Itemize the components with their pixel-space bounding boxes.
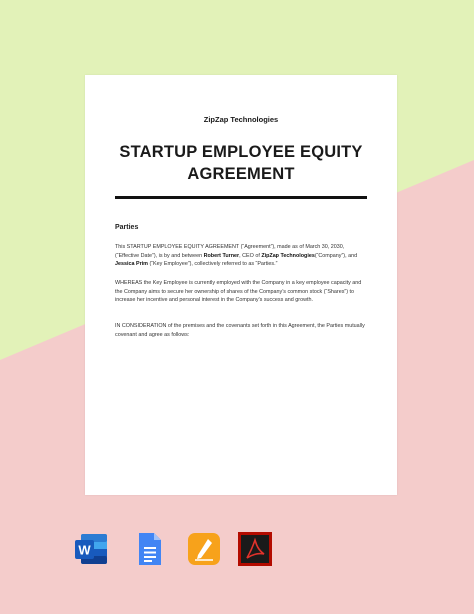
whereas-paragraph: WHEREAS the Key Employee is currently employed with the Company in a key employee capacity and the Company aims to secure her ownership of shares of the Company’s common stock (“Shares”) to increase her incentive and personal interest in the Company’s success and growth. [115,280,362,304]
section-heading-parties: Parties [115,224,139,231]
party-name-ceo: Robert Turner [203,252,240,259]
company-name: ZipZap Technologies [261,252,315,259]
pages-icon[interactable] [186,531,222,567]
title-divider [115,196,367,199]
company-header: ZipZap Technologies [203,115,279,124]
paragraph-text: (“Company”), and [314,252,358,259]
pdf-icon[interactable] [237,531,273,567]
format-icons-row [0,531,474,567]
parties-paragraph [115,243,369,269]
paragraph-text: (“Key Employee”), collectively referred to as “Parties.” [147,261,278,268]
word-icon[interactable] [73,531,109,567]
word-icon-glyph: W [78,542,91,558]
paragraph-text: This STARTUP EMPLOYEE EQUITY AGREEMENT (“Agreement”), made as of March 30, 2030, (“Effective Date”), is by and between [115,244,345,259]
consideration-paragraph: IN CONSIDERATION of the premises and the covenants set forth in this Agreement, the Parties mutually covenant and agree as follows: [115,323,365,338]
document-page [85,75,397,495]
google-docs-icon[interactable] [131,531,167,567]
document-title: STARTUP EMPLOYEE EQUITY AGREEMENT [119,143,363,183]
party-name-employee: Jessica Prim [115,261,148,268]
paragraph-text: , CEO of [239,252,262,259]
